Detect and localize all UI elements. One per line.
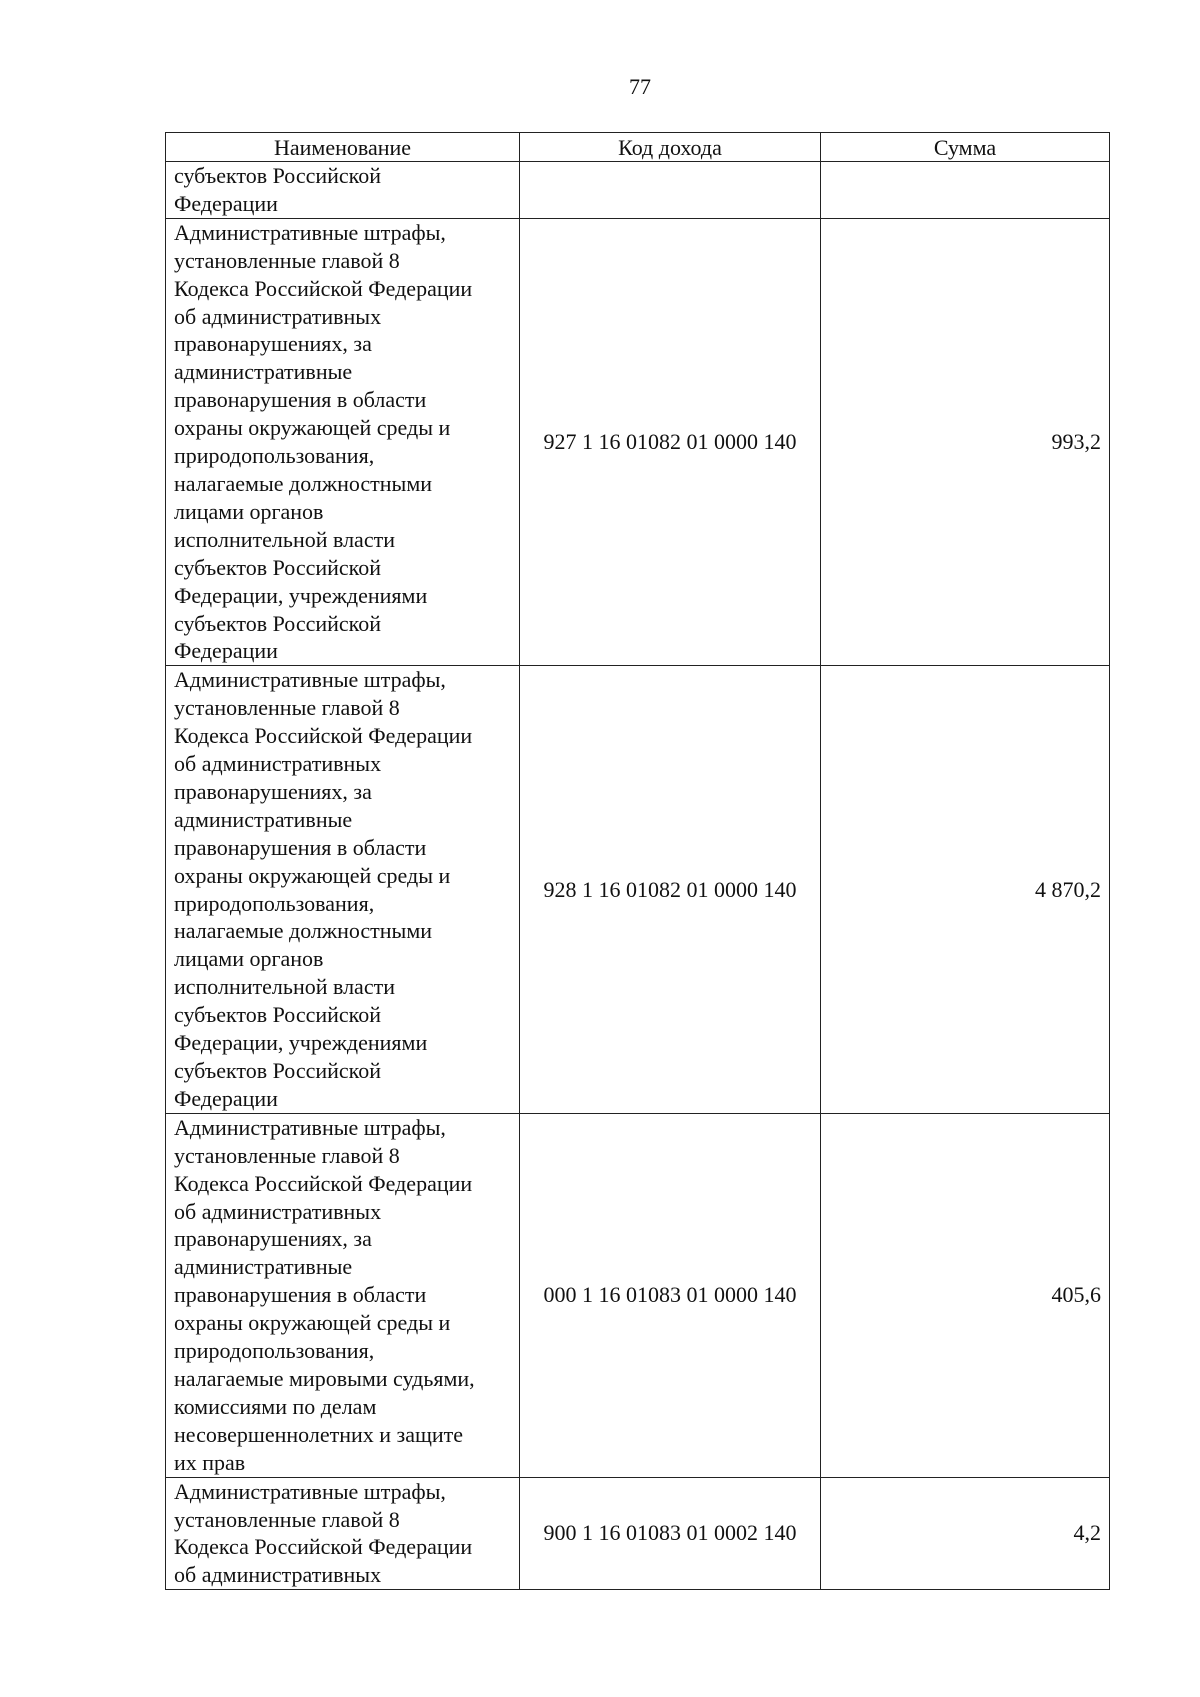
cell-name-line: налагаемые должностными [174,470,433,496]
cell-name-line: Федерации [174,190,278,216]
cell-name-line: субъектов Российской [174,554,382,580]
cell-name-line: лицами органов [174,498,324,524]
cell-name-line: природопользования, [174,890,375,916]
cell-amount: 993,2 [821,218,1110,666]
cell-name-line: правонарушениях, за [174,778,372,804]
cell-name-line: Административные штрафы, [174,667,446,693]
cell-income-code: 927 1 16 01082 01 0000 140 [520,218,821,666]
cell-name-line: Федерации, учреждениями [174,1030,428,1056]
cell-income-code: 928 1 16 01082 01 0000 140 [520,666,821,1114]
cell-name-line: правонарушения в области [174,387,427,413]
cell-name-line: субъектов Российской [174,163,382,188]
cell-name-line: исполнительной власти [174,526,395,552]
cell-name-line: Административные штрафы, [174,1114,446,1140]
cell-name [166,1477,520,1590]
cell-income-code [520,162,821,219]
cell-name-line: охраны окружающей среды и [174,415,451,441]
cell-name-line: Федерации [174,638,278,664]
table-row [166,218,1110,666]
cell-name-line: правонарушениях, за [174,331,372,357]
cell-name-line: Федерации, учреждениями [174,582,428,608]
cell-name-line: исполнительной власти [174,974,395,1000]
cell-name-line: субъектов Российской [174,1058,382,1083]
cell-name-line: субъектов Российской [174,1002,382,1028]
header-name: Наименование [166,133,520,162]
cell-name-line: Кодекса Российской Федерации [174,723,473,749]
cell-name-line: Кодекса Российской Федерации [174,275,473,301]
cell-name-line: правонарушения в области [174,1282,427,1308]
table-row [166,1113,1110,1477]
cell-name-line: комиссиями по делам [174,1393,377,1419]
header-code: Код дохода [520,133,821,162]
cell-name-line: субъектов Российской [174,610,382,636]
cell-name [166,162,520,219]
cell-name-line: установленные главой 8 [174,247,400,273]
cell-name-line: Федерации [174,1085,278,1111]
cell-amount: 4,2 [821,1477,1110,1590]
cell-name-line: охраны окружающей среды и [174,862,451,888]
table-body [166,162,1110,1590]
cell-name-line: природопользования, [174,443,375,469]
cell-name-line: охраны окружающей среды и [174,1310,451,1336]
cell-name-line: установленные главой 8 [174,1142,400,1168]
cell-income-code: 900 1 16 01083 01 0002 140 [520,1477,821,1590]
cell-name [166,666,520,1114]
cell-name-line: установленные главой 8 [174,1506,400,1532]
cell-name-line: Административные штрафы, [174,1478,446,1504]
cell-name-line: об административных [174,1198,382,1224]
cell-amount [821,162,1110,219]
cell-name-line: об административных [174,751,382,777]
page-number: 77 [629,74,651,99]
cell-name-line: несовершеннолетних и защите [174,1421,464,1447]
cell-name-line: административные [174,1254,353,1280]
cell-name-line: природопользования, [174,1338,375,1364]
cell-name-line: налагаемые мировыми судьями, [174,1365,475,1391]
cell-name-line: правонарушения в области [174,834,427,860]
table-header-row [166,133,1110,162]
revenue-table [165,132,1110,1590]
cell-income-code: 000 1 16 01083 01 0000 140 [520,1113,821,1477]
cell-name [166,1113,520,1477]
table-row [166,162,1110,219]
cell-name-line: правонарушениях, за [174,1226,372,1252]
cell-name-line: лицами органов [174,946,324,972]
cell-amount: 4 870,2 [821,666,1110,1114]
cell-name-line: налагаемые должностными [174,918,433,944]
cell-name [166,218,520,666]
cell-name-line: их прав [174,1449,246,1475]
cell-name-line: об административных [174,1562,382,1588]
header-sum: Сумма [821,133,1110,162]
table-row [166,666,1110,1114]
cell-name-line: Административные штрафы, [174,219,446,245]
cell-name-line: установленные главой 8 [174,695,400,721]
cell-name-line: об административных [174,303,382,329]
cell-name-line: Кодекса Российской Федерации [174,1170,473,1196]
table-row [166,1477,1110,1590]
cell-name-line: административные [174,806,353,832]
cell-name-line: административные [174,359,353,385]
cell-name-line: Кодекса Российской Федерации [174,1534,473,1560]
cell-amount: 405,6 [821,1113,1110,1477]
